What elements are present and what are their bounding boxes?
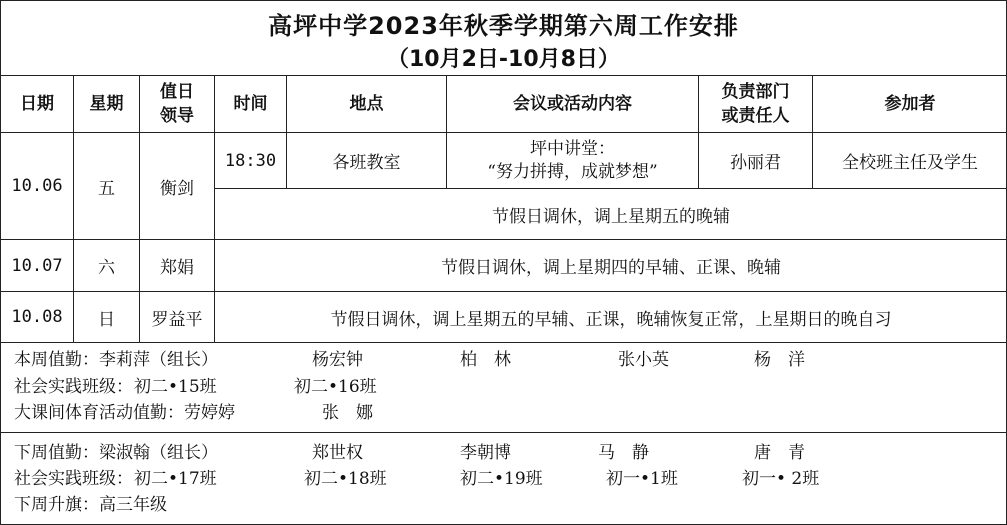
duty-person: 梁淑翰（组长）	[99, 443, 218, 463]
note-cell: 节假日调休，调上星期五的晚辅	[215, 189, 1007, 240]
duty-person: 马 静	[598, 443, 649, 463]
header-weekday: 星期	[74, 76, 140, 133]
header-dept	[699, 76, 813, 133]
participants-cell: 全校班主任及学生	[813, 133, 1007, 189]
table-row	[1, 133, 1007, 189]
content-line-2: “努力拼搏，成就梦想”	[487, 161, 658, 182]
next-week-practice-line	[14, 467, 1007, 491]
pe-person: 张 娜	[322, 403, 373, 423]
this-week-duty-label: 本周值勤：	[14, 350, 99, 370]
duty-person: 李朝博	[460, 443, 511, 463]
next-week-section	[0, 433, 1007, 525]
pe-person: 劳婷婷	[184, 403, 235, 423]
this-week-practice-line	[14, 375, 1007, 399]
leader-cell: 衡剑	[140, 133, 215, 240]
table-header-row	[1, 76, 1007, 133]
header-participants: 参加者	[813, 76, 1007, 133]
header-place: 地点	[287, 76, 447, 133]
weekday-cell: 日	[74, 292, 140, 343]
content-line-1: 坪中讲堂：	[530, 138, 615, 159]
date-cell: 10.08	[1, 292, 74, 343]
duty-person: 张小英	[618, 350, 669, 370]
place-cell: 各班教室	[287, 133, 447, 189]
practice-class: 初二•16班	[294, 377, 377, 397]
next-week-practice-label: 社会实践班级：	[14, 469, 133, 489]
next-week-duty-label: 下周值勤：	[14, 443, 99, 463]
next-week-flag-label: 下周升旗：	[14, 495, 99, 515]
duty-person: 杨 洋	[754, 350, 805, 370]
practice-class: 初一• 2班	[742, 469, 820, 489]
page-title: 高坪中学2023年秋季学期第六周工作安排	[268, 12, 739, 40]
practice-class: 初二•17班	[134, 469, 217, 489]
content-cell	[447, 133, 699, 189]
practice-class: 初一•1班	[606, 469, 678, 489]
practice-class: 初二•15班	[134, 377, 217, 397]
header-leader	[140, 76, 215, 133]
dept-cell: 孙丽君	[699, 133, 813, 189]
next-week-flag-line	[14, 493, 1007, 517]
schedule-table	[0, 75, 1007, 343]
next-week-duty-line	[14, 441, 1007, 465]
note-cell: 节假日调休，调上星期四的早辅、正课、晚辅	[215, 240, 1007, 292]
header-dept-text: 负责部门或责任人	[721, 82, 790, 126]
duty-person: 唐 青	[754, 443, 805, 463]
leader-cell: 郑娟	[140, 240, 215, 292]
this-week-pe-label: 大课间体育活动值勤：	[14, 403, 184, 423]
duty-person: 李莉萍（组长）	[99, 350, 218, 370]
this-week-section	[0, 342, 1007, 433]
time-cell: 18:30	[215, 133, 287, 189]
duty-person: 杨宏钟	[312, 350, 363, 370]
table-row	[1, 292, 1007, 343]
duty-person: 柏 林	[460, 350, 511, 370]
duty-person: 郑世权	[312, 443, 363, 463]
leader-cell: 罗益平	[140, 292, 215, 343]
header-content: 会议或活动内容	[447, 76, 699, 133]
weekday-cell: 六	[74, 240, 140, 292]
header-date: 日期	[1, 76, 74, 133]
this-week-practice-label: 社会实践班级：	[14, 377, 133, 397]
practice-class: 初二•18班	[304, 469, 387, 489]
header-time: 时间	[215, 76, 287, 133]
table-row	[1, 240, 1007, 292]
practice-class: 初二•19班	[460, 469, 543, 489]
header-leader-text: 值日领导	[160, 82, 194, 126]
note-cell: 节假日调休，调上星期五的早辅、正课，晚辅恢复正常，上星期日的晚自习	[215, 292, 1007, 343]
date-cell: 10.07	[1, 240, 74, 292]
this-week-pe-line	[14, 401, 1007, 425]
this-week-duty-line	[14, 348, 1007, 372]
weekday-cell: 五	[74, 133, 140, 240]
flag-class: 高三年级	[99, 495, 167, 515]
page-subtitle: （10月2日-10月8日）	[387, 47, 620, 72]
date-cell: 10.06	[1, 133, 74, 240]
